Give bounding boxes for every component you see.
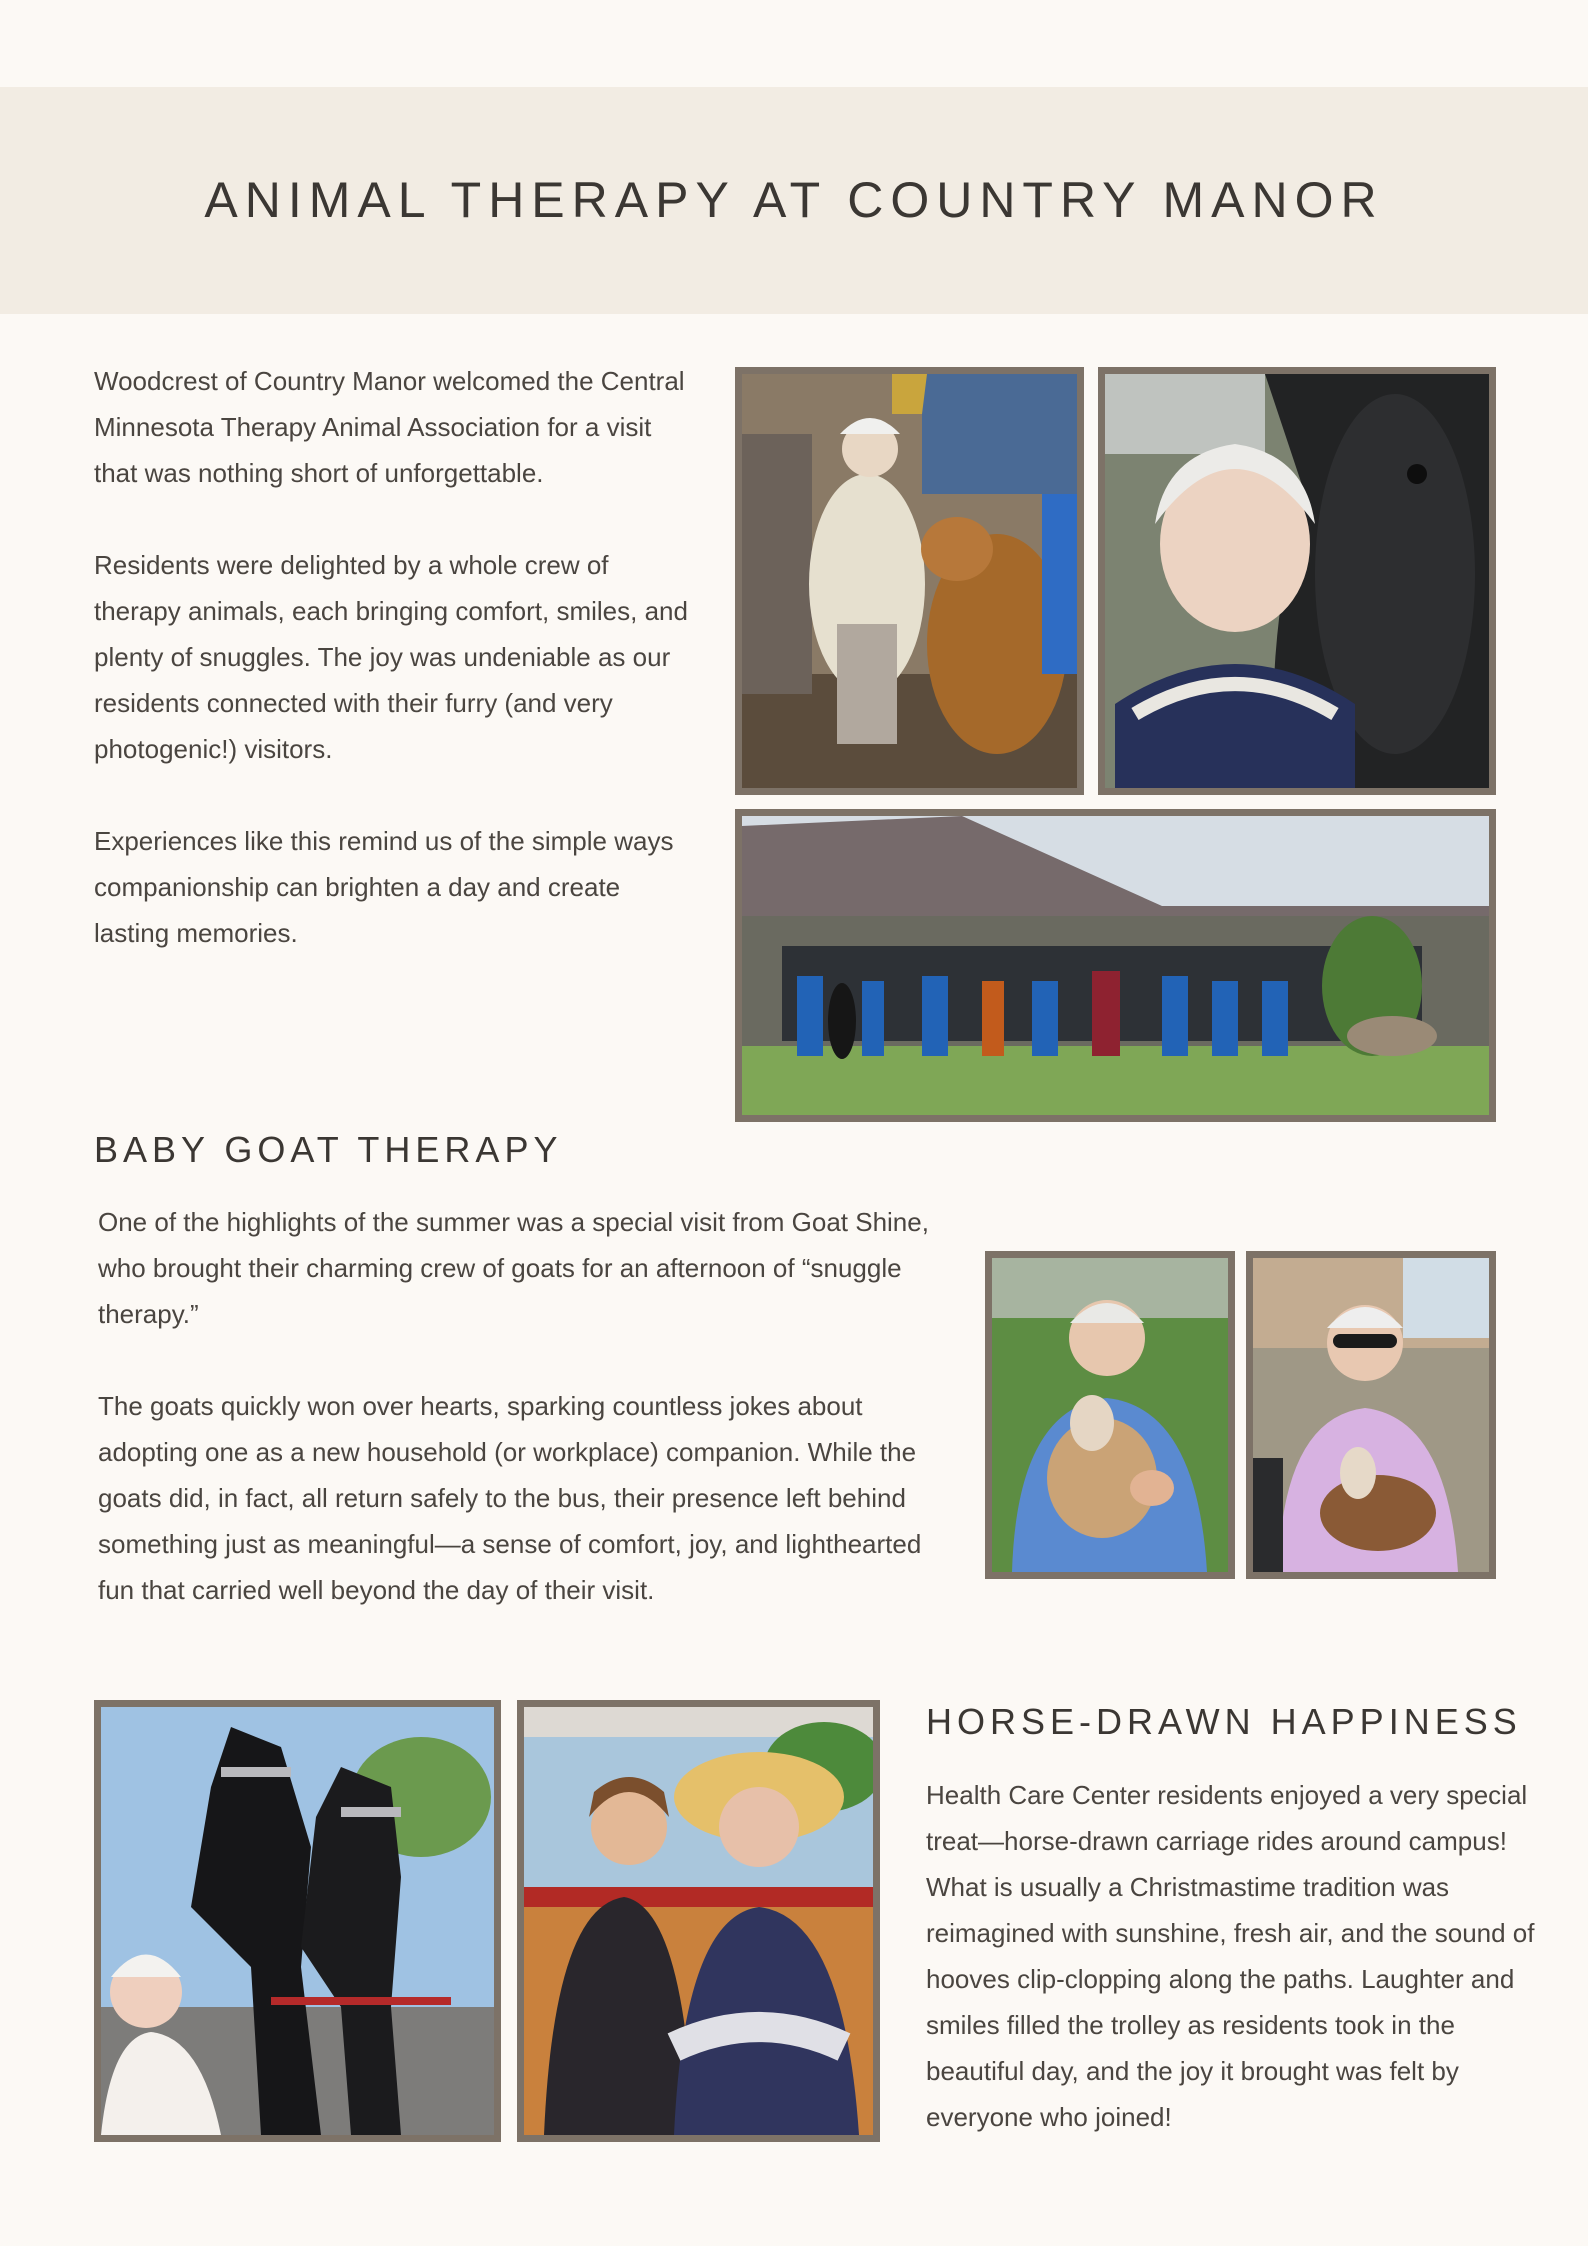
intro-paragraph: Woodcrest of Country Manor welcomed the Central Minnesota Therapy Animal Association for a visit that was nothing short of unforgettable. <box>94 366 685 488</box>
photo-resident-with-horse <box>1098 367 1496 795</box>
photo-man-with-goat <box>985 1251 1235 1579</box>
horse-paragraph: Health Care Center residents enjoyed a very special treat—horse-drawn carriage rides around campus! What is usually a Christmastime tradition was reimagined with sunshine, fresh air, and the sound of hooves clip-clopping along the paths. Laughter and smiles filled the trolley as residents took in the beautiful day, and the joy it brought was felt by everyone who joined! <box>926 1780 1535 2132</box>
page-title: ANIMAL THERAPY AT COUNTRY MANOR <box>204 172 1384 228</box>
goat-text <box>98 1199 948 1613</box>
intro-paragraph: Experiences like this remind us of the simple ways companionship can brighten a day and create lasting memories. <box>94 826 674 948</box>
intro-text <box>94 358 694 956</box>
photo-group-with-animals <box>735 809 1496 1122</box>
intro-paragraph: Residents were delighted by a whole crew of therapy animals, each bringing comfort, smiles, and plenty of snuggles. The joy was undeniable as our residents connected with their furry (and very photogenic!) visitors. <box>94 550 688 764</box>
goat-paragraph: The goats quickly won over hearts, sparking countless jokes about adopting one as a new household (or workplace) companion. While the goats did, in fact, all return safely to the bus, their presence left behind something just as meaningful—a sense of comfort, joy, and lighthearted fun that carried well beyond the day of their visit. <box>98 1391 922 1605</box>
header-banner <box>0 87 1588 314</box>
section-heading-horse: HORSE-DRAWN HAPPINESS <box>926 1701 1522 1742</box>
horse-text <box>926 1772 1551 2140</box>
photo-woman-with-goat <box>1246 1251 1496 1579</box>
photo-resident-with-dog <box>735 367 1084 795</box>
section-heading-goat: BABY GOAT THERAPY <box>94 1129 563 1170</box>
goat-paragraph: One of the highlights of the summer was a special visit from Goat Shine, who brought their charming crew of goats for an afternoon of “snuggle therapy.” <box>98 1207 929 1329</box>
photo-resident-with-horses <box>94 1700 501 2142</box>
photo-residents-in-trolley <box>517 1700 880 2142</box>
